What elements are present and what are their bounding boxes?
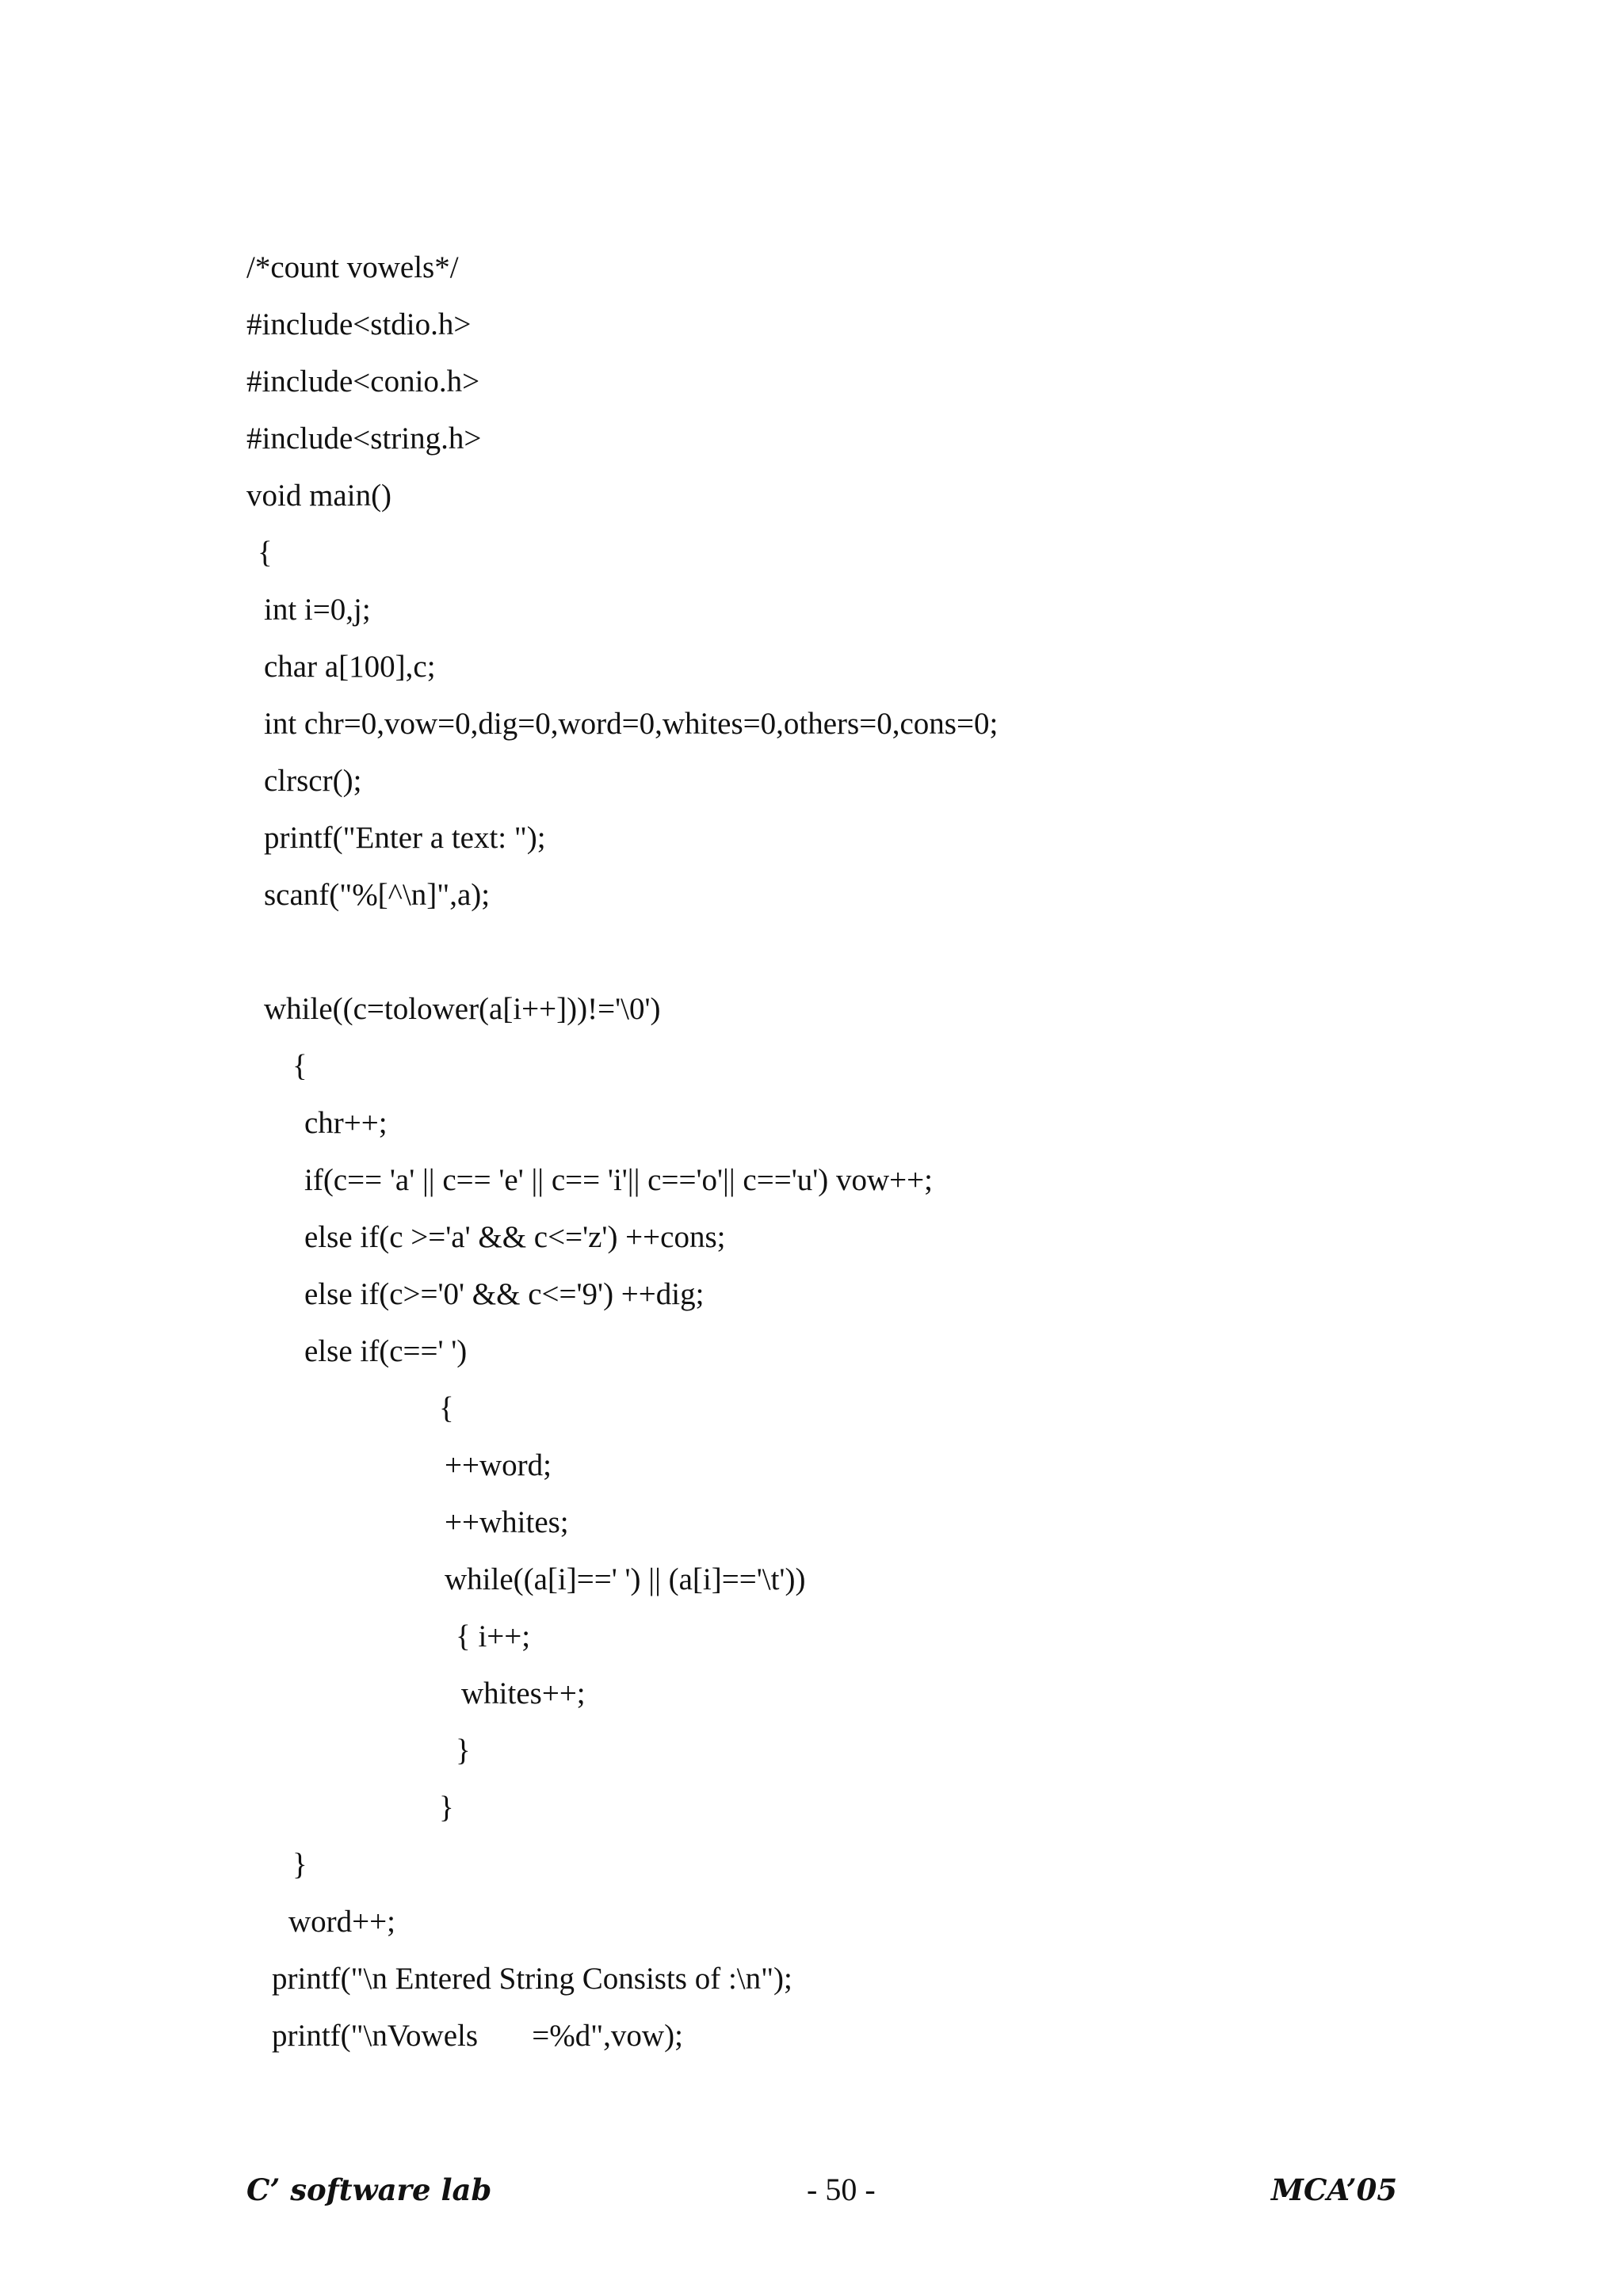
footer-page-number: - 50 - bbox=[807, 2172, 876, 2207]
code-line: } bbox=[439, 1791, 454, 1825]
code-line: #include<string.h> bbox=[246, 421, 482, 456]
code-line: chr++; bbox=[304, 1106, 388, 1140]
code-line: { bbox=[439, 1391, 454, 1425]
code-line: int chr=0,vow=0,dig=0,word=0,whites=0,others=0,cons=0; bbox=[264, 707, 999, 741]
code-line: ++whites; bbox=[445, 1505, 569, 1539]
code-line: whites++; bbox=[461, 1676, 586, 1711]
code-line: ++word; bbox=[445, 1448, 552, 1482]
code-line: printf("\n Entered String Consists of :\n"); bbox=[272, 1962, 792, 1996]
code-line: char a[100],c; bbox=[264, 650, 436, 684]
footer-batch-label: MCA’05 bbox=[1271, 2172, 1398, 2207]
code-line: void main() bbox=[246, 479, 392, 513]
code-line: } bbox=[456, 1733, 471, 1768]
code-line: { i++; bbox=[456, 1619, 531, 1653]
code-line: word++; bbox=[288, 1905, 395, 1939]
code-line: scanf("%[^\n]",a); bbox=[264, 878, 491, 912]
code-line: /*count vowels*/ bbox=[246, 250, 459, 284]
code-line: #include<conio.h> bbox=[246, 364, 480, 399]
code-line: printf("\nVowels =%d",vow); bbox=[272, 2019, 683, 2053]
code-line: clrscr(); bbox=[264, 764, 362, 798]
code-line: int i=0,j; bbox=[264, 593, 371, 627]
code-line: while((c=tolower(a[i++]))!='\0') bbox=[264, 992, 661, 1026]
code-line: printf("Enter a text: "); bbox=[264, 821, 546, 855]
code-line: } bbox=[292, 1848, 307, 1882]
code-line: while((a[i]==' ') || (a[i]=='\t')) bbox=[445, 1562, 806, 1596]
code-line: { bbox=[292, 1049, 307, 1083]
code-line: else if(c>='0' && c<='9') ++dig; bbox=[304, 1277, 705, 1311]
code-line: { bbox=[258, 536, 273, 570]
code-line: else if(c==' ') bbox=[304, 1334, 468, 1368]
code-line: else if(c >='a' && c<='z') ++cons; bbox=[304, 1220, 726, 1254]
footer-course-name: C’ software lab bbox=[246, 2172, 492, 2207]
code-line: if(c== 'a' || c== 'e' || c== 'i'|| c=='o'|| c=='u') vow++; bbox=[304, 1163, 933, 1197]
code-line: #include<stdio.h> bbox=[246, 307, 472, 341]
